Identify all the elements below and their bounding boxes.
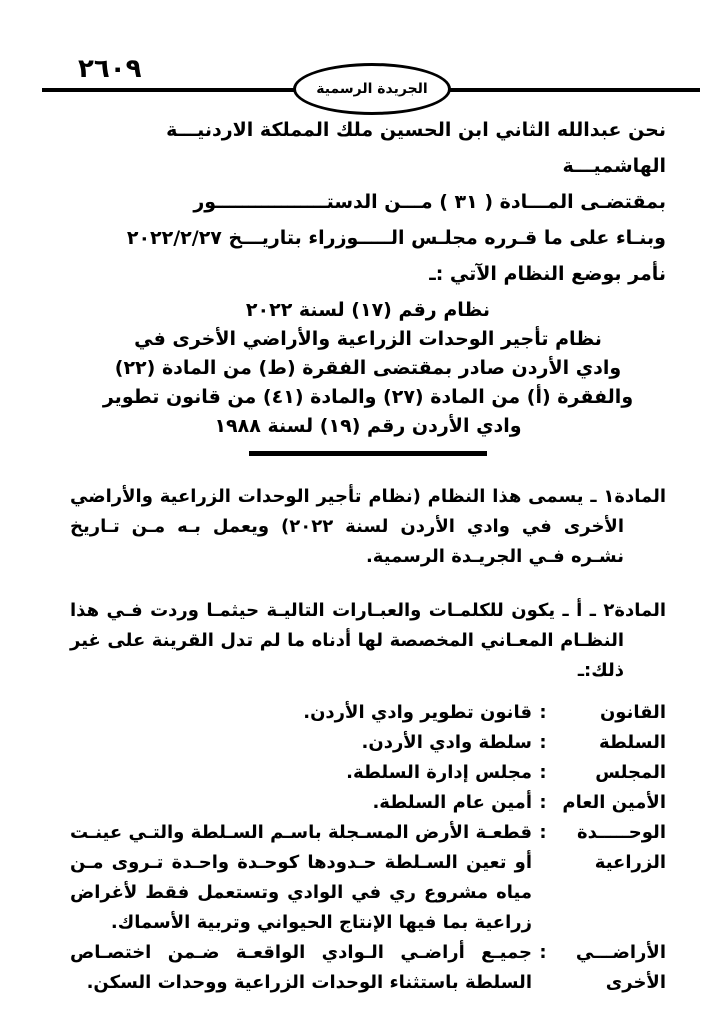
title-line-4: والفقرة (أ) من المادة (٢٧) والمادة (٤١) من قانون تطوير bbox=[102, 386, 634, 408]
definition-term: القانون bbox=[599, 702, 666, 723]
regulation-title-block bbox=[70, 296, 666, 441]
definition-separator: : bbox=[539, 792, 547, 813]
preamble-line-2: بمقتضـى المـــادة ( ٣١ ) مـــن الدستـــــــــــــــــور bbox=[193, 191, 666, 213]
definitions-table bbox=[70, 698, 666, 998]
definition-text: قطعـة الأرض المسـجلة باسـم السـلطة والتـي عينـت أو تعين السـلطة حـدودها كوحـدة واحـدة تـروى مـن مياه مشروع ري في الوادي وتستعمل فقط لأغراض زراعية بما فيها الإنتاج الحيواني وتربية الأسماك. bbox=[70, 822, 532, 933]
definition-separator: : bbox=[539, 942, 547, 963]
definition-term: الوحـــــدة الزراعية bbox=[577, 822, 666, 873]
gazette-title-badge bbox=[293, 63, 451, 115]
definition-row-agricultural-unit bbox=[70, 818, 666, 938]
definition-text: مجلس إدارة السلطة. bbox=[346, 762, 532, 783]
page-content bbox=[70, 112, 666, 998]
page-number: ٢٦٠٩ bbox=[78, 54, 142, 84]
definition-row-secretary-general bbox=[70, 788, 666, 818]
title-line-1: نظام رقم (١٧) لسنة ٢٠٢٢ bbox=[245, 299, 491, 321]
definition-term: الأمين العام bbox=[562, 792, 666, 813]
definition-text: أمين عام السلطة. bbox=[372, 792, 532, 813]
title-line-5: وادي الأردن رقم (١٩) لسنة ١٩٨٨ bbox=[214, 415, 522, 437]
preamble-line-1: نحن عبدالله الثاني ابن الحسين ملك المملكة الاردنيـــة الهاشميـــة bbox=[166, 119, 666, 177]
definition-text: جميـع أراضـي الـوادي الواقعـة ضـمن اختصـاص السلطة باستثناء الوحدات الزراعية ووحدات السكن. bbox=[70, 942, 532, 993]
title-line-3: وادي الأردن صادر بمقتضى الفقرة (ط) من المادة (٢٢) bbox=[114, 357, 622, 379]
definition-separator: : bbox=[539, 822, 547, 843]
preamble-line-4: نأمر بوضع النظام الآتي :ـ bbox=[429, 263, 666, 285]
definition-term: الأراضـــي الأخرى bbox=[575, 942, 666, 993]
article-2-paragraph: المادة٢ ـ أ ـ يكون للكلمـات والعبـارات التاليـة حيثمـا وردت فـي هذا النظـام المعـاني المخصصة لها أدناه ما لم تدل القرينة على غير ذلك:ـ bbox=[70, 600, 666, 681]
title-line-2: نظام تأجير الوحدات الزراعية والأراضي الأخرى في bbox=[134, 328, 602, 350]
definition-separator: : bbox=[539, 702, 547, 723]
definition-term: المجلس bbox=[595, 762, 666, 783]
preamble-line-3: وبنـاء على ما قـرره مجلـس الـــــوزراء بتاريـــخ ٢٠٢٢/٢/٢٧ bbox=[126, 227, 666, 249]
definition-row-council bbox=[70, 758, 666, 788]
definition-row-authority bbox=[70, 728, 666, 758]
definition-separator: : bbox=[539, 732, 547, 753]
definition-term: السلطة bbox=[598, 732, 666, 753]
gazette-title-label: الجريدة الرسمية bbox=[316, 81, 428, 97]
article-1-paragraph: المادة١ ـ يسمى هذا النظام (نظام تأجير الوحدات الزراعية والأراضي الأخرى في وادي الأردن لسنة ٢٠٢٢) ويعمل بـه مـن تـاريخ نشـره فـي الجريـدة الرسمية. bbox=[70, 486, 666, 567]
definition-text: سلطة وادي الأردن. bbox=[361, 732, 532, 753]
definition-separator: : bbox=[539, 762, 547, 783]
royal-preamble bbox=[70, 112, 666, 292]
definition-row-other-lands bbox=[70, 938, 666, 998]
section-divider bbox=[249, 451, 487, 456]
definition-text: قانون تطوير وادي الأردن. bbox=[303, 702, 532, 723]
definition-row-law bbox=[70, 698, 666, 728]
